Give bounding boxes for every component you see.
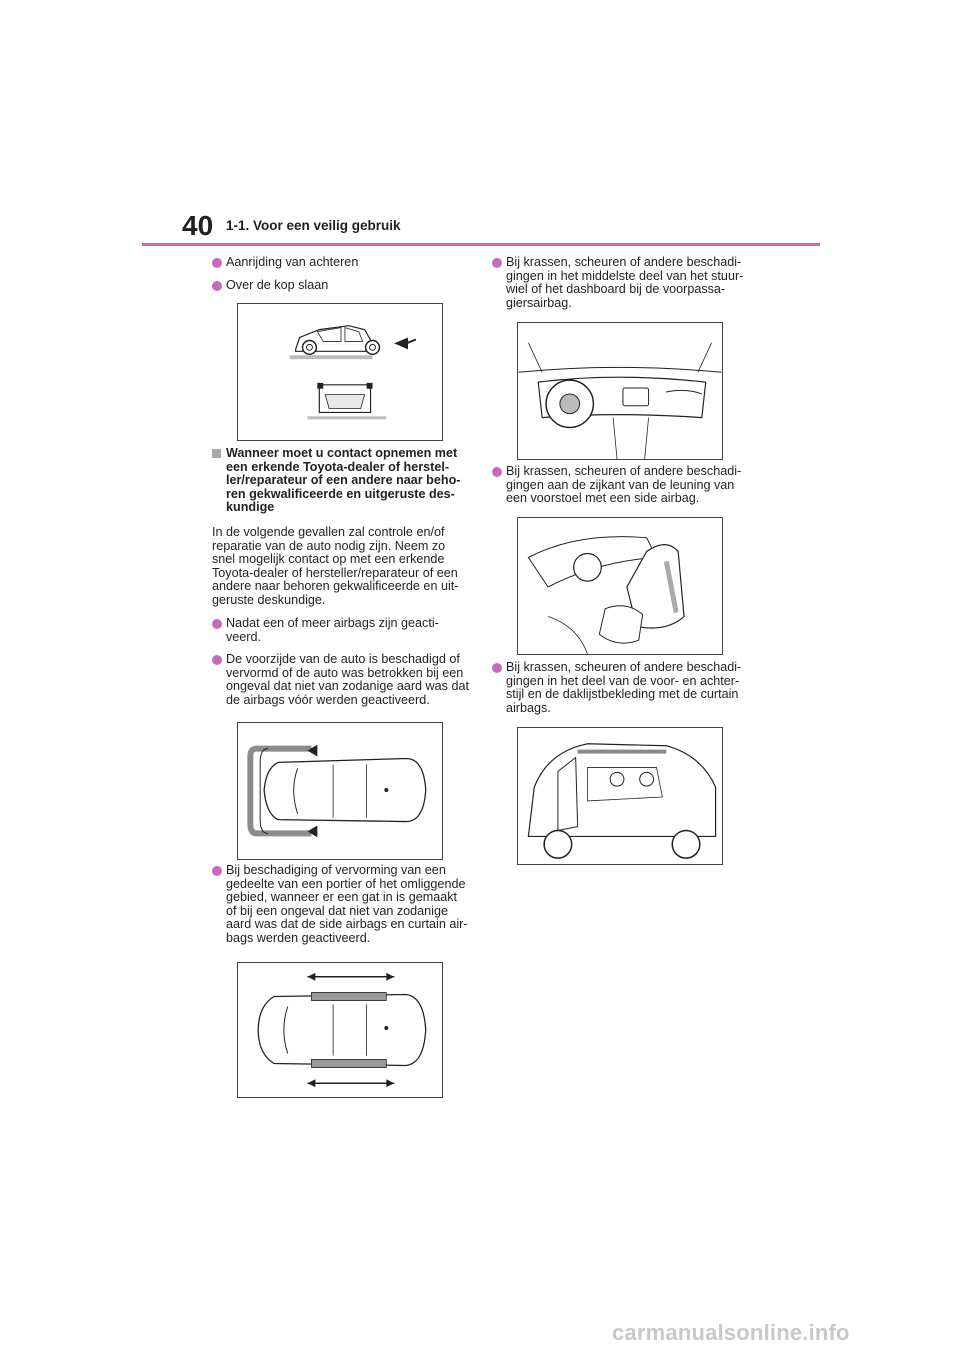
bullet-rollover: Over de kop slaan [212, 279, 470, 293]
figure-front-seat [517, 517, 723, 655]
section-title: 1-1. Voor een veilig gebruik [226, 218, 401, 233]
bullet-door-damage: Bij beschadiging of vervorming van een gedeelte van een portier of het omliggende gebied, wanneer er een gat in is gemaakt of bij een ongeval dat niet van zodanige aard was dat de side airbags en curtain air-bags werden geactiveerd. [212, 864, 470, 946]
figure-front-damage [237, 722, 443, 860]
figure-rear-and-rollover [237, 303, 443, 441]
bullet-dot [212, 866, 222, 876]
figure-dashboard [517, 322, 723, 460]
figure-curtain-airbag [517, 727, 723, 865]
bullet-steering-damage: Bij krassen, scheuren of andere beschadi-gingen in het middelste deel van het stuur-wiel of het dashboard bij de voorpassa-giersairbag. [492, 256, 750, 310]
bullet-dot [212, 258, 222, 268]
bullet-airbags-deployed: Nadat een of meer airbags zijn geacti-veerd. [212, 617, 470, 644]
intro-paragraph: In de volgende gevallen zal controle en/of reparatie van de auto nodig zijn. Neem zo snel mogelijk contact op met een erkende Toyota-dealer of hersteller/reparateur of een andere naar behoren gekwalificeerde en uit-geruste deskundige. [212, 525, 459, 607]
car-top-front-damage-illustration [238, 723, 442, 859]
figure-side-damage [237, 962, 443, 1098]
bullet-front-damage: De voorzijde van de auto is beschadigd of vervormd of de auto was betrokken bij een ongeval dat niet van zodanige aard was dat de airbags vóór werden geactiveerd. [212, 653, 470, 707]
heading-square [212, 449, 221, 458]
bullet-dot [492, 663, 502, 673]
bullet-dot [212, 655, 222, 665]
bullet-dot [212, 619, 222, 629]
bullet-dot [492, 467, 502, 477]
page-number: 40 [182, 210, 214, 241]
bullet-dot [492, 258, 502, 268]
dashboard-steering-illustration [518, 323, 722, 459]
watermark: carmanualsonline.info [612, 1320, 850, 1345]
car-top-side-damage-illustration [238, 963, 442, 1097]
heading-contact-dealer: Wanneer moet u contact opnemen met een erkende Toyota-dealer of herstel-ler/reparateur of een andere naar beho-ren gekwalificeerde en uitgeruste des-kundige [212, 447, 470, 515]
car-rear-rollover-illustration [238, 304, 442, 440]
header-rule [142, 243, 820, 246]
bullet-rear-collision: Aanrijding van achteren [212, 256, 470, 270]
bullet-seat-damage: Bij krassen, scheuren of andere beschadi-gingen aan de zijkant van de leuning van een voorstoel met een side airbag. [492, 465, 750, 506]
bullet-dot [212, 281, 222, 291]
front-seat-illustration [518, 518, 722, 654]
car-interior-pillar-illustration [518, 728, 722, 864]
bullet-pillar-damage: Bij krassen, scheuren of andere beschadi-gingen in het deel van de voor- en achter-stijl en de daklijstbekleding met de curtain airbags. [492, 661, 750, 715]
